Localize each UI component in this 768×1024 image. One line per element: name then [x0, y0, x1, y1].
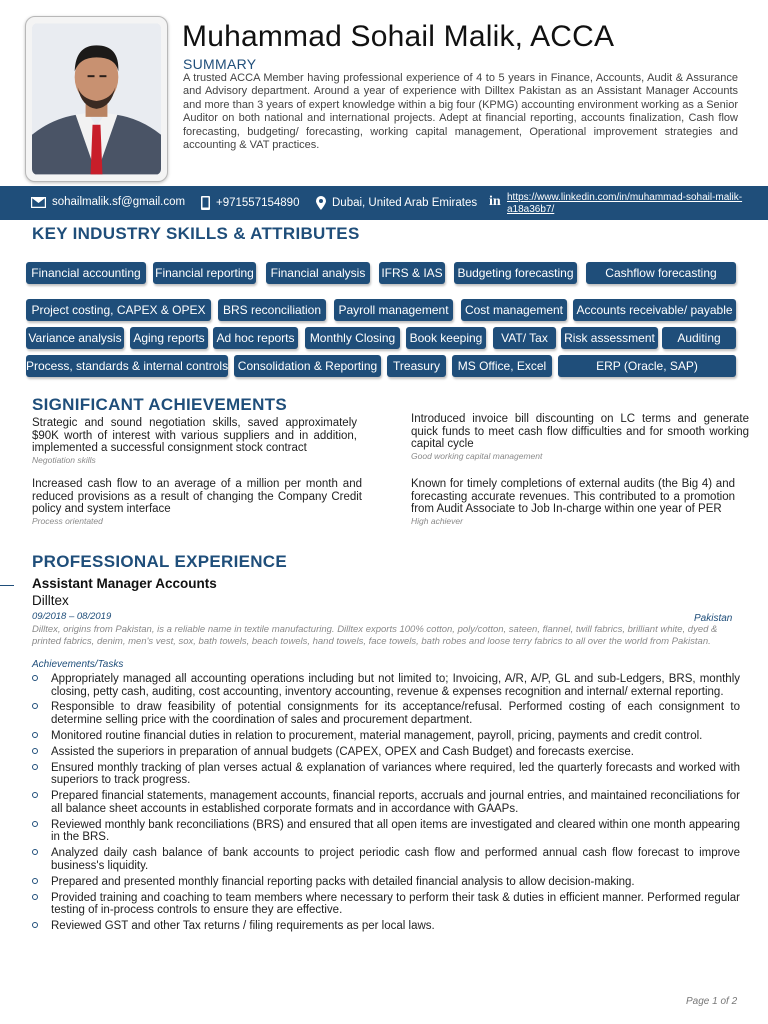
phone-icon	[201, 196, 210, 210]
bullet-icon	[32, 894, 38, 900]
email-text: sohailmalik.sf@gmail.com	[52, 196, 186, 208]
duty-item	[32, 876, 740, 889]
summary-text: A trusted ACCA Member having professional experience of 4 to 5 years in Finance, Accounts, Audit & Assurance and Advisory department. Around a year of experience with Dilltex Pakistan as an Assistant Manager Accounts and more than 3 years of expert knowledge within a big four (KPMG) accounting environment working as a Senior Auditor on both national and international projects. Adept at financial reporting, accounts finalization, Cash flow forecasting, budgeting/ forecasting, working capital management, Operational improvement strategies and accounting & VAT practices.	[183, 72, 738, 152]
profile-portrait-image	[32, 23, 161, 175]
duty-item	[32, 762, 740, 787]
skill-tag: Auditing	[662, 327, 736, 349]
duty-item	[32, 847, 740, 872]
skill-tag: Financial analysis	[266, 262, 370, 284]
achievement-text: Increased cash flow to an average of a million per month and reduced provisions as a result of changing the Company Credit policy and system interface	[32, 478, 362, 516]
duty-text: Prepared and presented monthly financial reporting packs with detailed financial analysis to allow decision-making.	[51, 875, 635, 888]
duty-text: Provided training and coaching to team members where necessary to perform their task & duties in efficient manner. Performed regular testing of in-process controls to ensure they are effective.	[51, 891, 740, 917]
duty-text: Prepared financial statements, management accounts, financial reports, accruals and journal entries, and maintained reconciliations for all balance sheet accounts in established corporate formats and in accordance with GAAPs.	[51, 790, 740, 815]
bullet-icon	[32, 821, 38, 827]
job-dates: 09/2018 – 08/2019	[32, 611, 112, 622]
bullet-icon	[32, 703, 38, 709]
duty-item	[32, 673, 740, 698]
duties-list	[32, 673, 740, 936]
contact-bar	[0, 186, 768, 220]
section-divider	[0, 585, 14, 586]
duty-text: Assisted the superiors in preparation of annual budgets (CAPEX, OPEX and Cash Budget) and forecasts exercise.	[51, 745, 634, 758]
achievement-item	[411, 413, 749, 462]
email-icon	[31, 197, 46, 208]
skill-tag: Consolidation & Reporting	[234, 355, 381, 377]
duty-item	[32, 701, 740, 726]
linkedin-link[interactable]: https://www.linkedin.com/in/muhammad-sohail-malik-a18a36b7/	[507, 192, 743, 215]
summary-heading: SUMMARY	[183, 56, 257, 72]
skill-tag: Ad hoc reports	[213, 327, 298, 349]
job-location: Pakistan	[694, 613, 733, 624]
achievement-caption: Good working capital management	[411, 450, 543, 461]
skill-tag: Project costing, CAPEX & OPEX	[26, 299, 211, 321]
bullet-icon	[32, 922, 38, 928]
skill-tag: Treasury	[387, 355, 446, 377]
achievements-heading: SIGNIFICANT ACHIEVEMENTS	[32, 395, 287, 414]
skills-heading: KEY INDUSTRY SKILLS & ATTRIBUTES	[32, 224, 360, 243]
profile-photo	[25, 16, 168, 182]
page-number: Page 1 of 2	[686, 996, 738, 1007]
contact-phone[interactable]	[201, 196, 299, 210]
skill-tag: BRS reconciliation	[218, 299, 326, 321]
skill-tag: ERP (Oracle, SAP)	[558, 355, 736, 377]
bullet-icon	[32, 764, 38, 770]
achievement-text: Introduced invoice bill discounting on LC terms and generate quick funds to meet cash flow difficulties and for smooth working capital cycle	[411, 413, 749, 451]
bullet-icon	[32, 675, 38, 681]
skill-tag: Aging reports	[130, 327, 208, 349]
skill-tag: Accounts receivable/ payable	[573, 299, 736, 321]
contact-location	[316, 196, 477, 210]
achievement-item	[411, 478, 735, 527]
skill-tag: Cashflow forecasting	[586, 262, 736, 284]
skill-tag: Monthly Closing	[305, 327, 400, 349]
achievement-caption: Process orientated	[32, 515, 103, 526]
bullet-icon	[32, 849, 38, 855]
skill-tag: MS Office, Excel	[452, 355, 552, 377]
skill-tag: Budgeting forecasting	[454, 262, 577, 284]
duty-text: Analyzed daily cash balance of bank accounts to project periodic cash flow and performed annual cash flow forecast to improve business's liquidity.	[51, 847, 740, 872]
job-title: Assistant Manager Accounts	[32, 576, 217, 591]
duty-item	[32, 920, 740, 933]
duty-text: Ensured monthly tracking of plan verses actual & explanation of variances where required, led the quarterly forecasts and worked with superiors to track progress.	[51, 761, 740, 787]
skill-tag: VAT/ Tax	[493, 327, 556, 349]
linkedin-icon: in	[489, 194, 501, 209]
achievement-caption: High achiever	[411, 515, 463, 526]
duty-text: Appropriately managed all accounting operations including but not limited to; Invoicing, A/R, A/P, GL and sub-Ledgers, BRS, monthly closing, petty cash, auditing, cost accounting, inventory accounting, revenue & expenses recognition and internal/ external reporting.	[51, 673, 740, 698]
duty-text: Reviewed monthly bank reconciliations (BRS) and ensured that all open items are investigated and cleared within one month appearing in the BRS.	[51, 818, 740, 844]
company-name: Dilltex	[32, 593, 69, 608]
achievement-item	[32, 478, 362, 527]
achievement-item	[32, 417, 357, 466]
achievement-text: Strategic and sound negotiation skills, saved approximately $90K worth of interest with various suppliers and in addition, implemented a successful consignment stock contract	[32, 417, 357, 455]
skill-tag: IFRS & IAS	[379, 262, 445, 284]
achievement-text: Known for timely completions of external audits (the Big 4) and forecasting accurate revenues. This contributed to a promotion from Audit Associate to Job In-charge within one year of PER	[411, 478, 735, 516]
skill-tag: Book keeping	[406, 327, 486, 349]
bullet-icon	[32, 878, 38, 884]
skill-tag: Cost management	[461, 299, 567, 321]
achievement-caption: Negotiation skills	[32, 454, 96, 465]
bullet-icon	[32, 732, 38, 738]
skill-tag: Payroll management	[334, 299, 453, 321]
experience-heading: PROFESSIONAL EXPERIENCE	[32, 552, 288, 571]
skill-tag: Variance analysis	[26, 327, 124, 349]
duty-text: Monitored routine financial duties in relation to procurement, material management, payroll, pricing, payments and credit control.	[51, 729, 703, 742]
skill-tag: Financial reporting	[153, 262, 256, 284]
contact-email[interactable]	[31, 196, 185, 208]
skill-tag: Financial accounting	[26, 262, 146, 284]
duty-text: Reviewed GST and other Tax returns / filing requirements as per local laws.	[51, 920, 435, 933]
candidate-name: Muhammad Sohail Malik, ACCA	[182, 20, 615, 53]
duty-item	[32, 730, 740, 743]
duty-item	[32, 819, 740, 844]
achievements-tasks-label: Achievements/Tasks	[32, 659, 124, 670]
duty-item	[32, 790, 740, 815]
duty-text: Responsible to draw feasibility of potential consignments for its acceptance/refusal. Performed costing of each consignment to determine selling price with the coordination of sales and procurement department.	[51, 701, 740, 727]
location-text: Dubai, United Arab Emirates	[332, 197, 478, 209]
location-pin-icon	[316, 196, 326, 210]
phone-text: +971557154890	[216, 197, 300, 209]
skill-tag: Risk assessment	[561, 327, 658, 349]
bullet-icon	[32, 748, 38, 754]
duty-item	[32, 746, 740, 759]
company-description: Dilltex, origins from Pakistan, is a reliable name in textile manufacturing. Dilltex exports 100% cotton, poly/cotton, sateen, flannel, twill fabrics, brilliant white, dyed & printed fabrics, denim, men's vest, sox, bath towels, beach towels, hand towels, face towels, bath robes and loose terry fabrics to all over the world from Pakistan.	[32, 624, 718, 647]
duty-item	[32, 892, 740, 917]
bullet-icon	[32, 792, 38, 798]
skill-tag: Process, standards & internal controls	[26, 355, 228, 377]
